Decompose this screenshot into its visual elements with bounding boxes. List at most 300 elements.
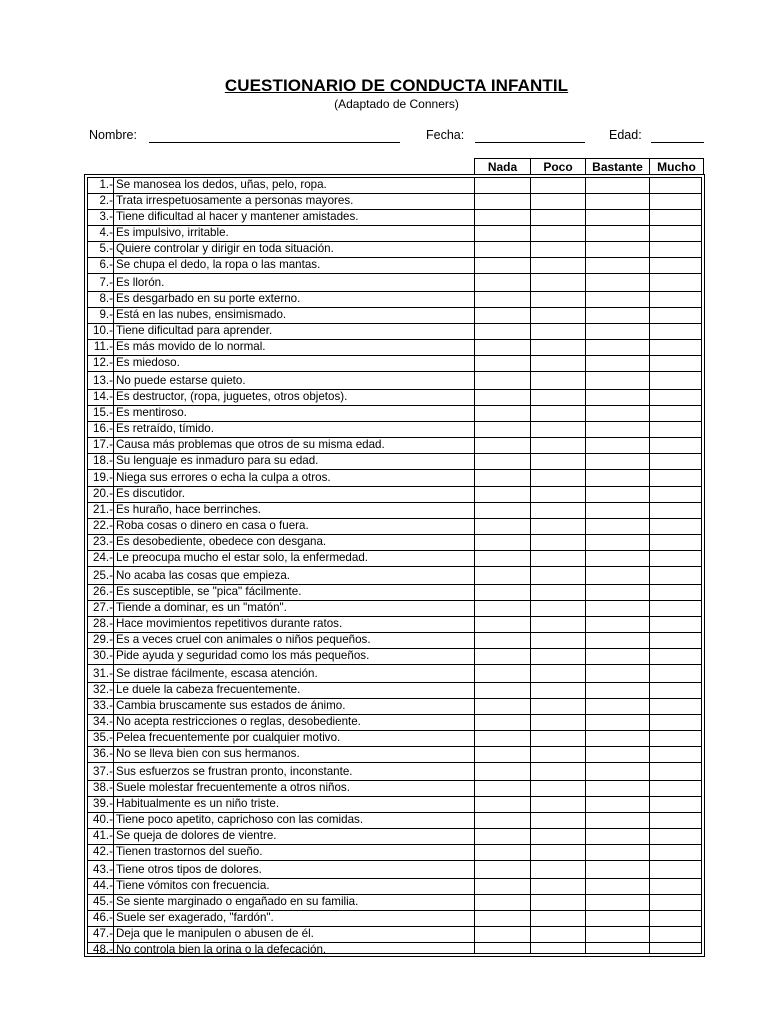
answer-cell-poco[interactable]	[530, 323, 585, 339]
answer-cell-mucho[interactable]	[649, 862, 702, 878]
answer-cell-bastante[interactable]	[585, 584, 649, 600]
item-number: 26.-	[93, 585, 113, 599]
item-question: Hace movimientos repetitivos durante ratos.	[116, 617, 343, 631]
answer-cell-bastante[interactable]	[585, 812, 649, 828]
answer-cell-mucho[interactable]	[649, 780, 702, 796]
answer-cell-bastante[interactable]	[585, 275, 649, 291]
page-title: CUESTIONARIO DE CONDUCTA INFANTIL	[224, 76, 569, 95]
answer-cell-bastante[interactable]	[585, 291, 649, 307]
answer-cell-poco[interactable]	[530, 534, 585, 550]
answer-cell-mucho[interactable]	[649, 534, 702, 550]
item-number: 39.-	[93, 796, 113, 810]
answer-cell-poco[interactable]	[530, 828, 585, 844]
answer-cell-poco[interactable]	[530, 600, 585, 616]
answer-cell-mucho[interactable]	[649, 714, 702, 730]
item-number: 46.-	[93, 910, 113, 924]
answer-cell-nada[interactable]	[474, 241, 530, 257]
answer-cell-bastante[interactable]	[585, 714, 649, 730]
answer-cell-nada[interactable]	[474, 666, 530, 682]
answer-cell-mucho[interactable]	[649, 453, 702, 469]
answer-cell-nada[interactable]	[474, 730, 530, 746]
answer-cell-nada[interactable]	[474, 828, 530, 844]
item-question: Trata irrespetuosamente a personas mayores.	[116, 194, 354, 207]
item-number: 31.-	[93, 667, 113, 680]
answer-cell-bastante[interactable]	[585, 193, 649, 209]
item-number: 15.-	[93, 405, 113, 419]
answer-cell-nada[interactable]	[474, 862, 530, 878]
answer-cell-bastante[interactable]	[585, 453, 649, 469]
answer-cell-nada[interactable]	[474, 307, 530, 323]
answer-cell-poco[interactable]	[530, 241, 585, 257]
answer-cell-mucho[interactable]	[649, 405, 702, 421]
item-question: Tiene dificultad al hacer y mantener amistades.	[116, 210, 359, 223]
item-question: No se lleva bien con sus hermanos.	[116, 747, 300, 760]
answer-cell-poco[interactable]	[530, 796, 585, 812]
answer-cell-poco[interactable]	[530, 225, 585, 241]
answer-cell-nada[interactable]	[474, 486, 530, 502]
answer-cell-mucho[interactable]	[649, 632, 702, 648]
item-question: Es más movido de lo normal.	[116, 339, 266, 353]
item-number: 47.-	[93, 926, 113, 940]
answer-cell-mucho[interactable]	[649, 682, 702, 698]
item-number: 5.-	[99, 242, 113, 255]
answer-cell-mucho[interactable]	[649, 355, 702, 371]
item-question: Es discutidor.	[116, 487, 185, 501]
item-number: 48.-	[93, 942, 113, 956]
item-number: 1.-	[99, 178, 113, 191]
item-question: Su lenguaje es inmaduro para su edad.	[116, 453, 319, 467]
answer-cell-bastante[interactable]	[585, 486, 649, 502]
item-number: 42.-	[93, 844, 113, 858]
answer-cell-mucho[interactable]	[649, 942, 702, 958]
date-label: Fecha:	[426, 128, 465, 142]
answer-cell-bastante[interactable]	[585, 632, 649, 648]
item-number: 18.-	[93, 453, 113, 467]
answer-cell-nada[interactable]	[474, 323, 530, 339]
item-question: Es mentiroso.	[116, 405, 187, 419]
item-question: Le preocupa mucho el estar solo, la enfermedad.	[116, 551, 368, 565]
answer-cell-bastante[interactable]	[585, 648, 649, 664]
answer-cell-mucho[interactable]	[649, 894, 702, 910]
item-question: No controla bien la orina o la defecación.	[116, 942, 327, 956]
answer-cell-bastante[interactable]	[585, 339, 649, 355]
answer-cell-nada[interactable]	[474, 878, 530, 894]
answer-cell-poco[interactable]	[530, 878, 585, 894]
answer-cell-mucho[interactable]	[649, 486, 702, 502]
item-number: 33.-	[93, 699, 113, 712]
answer-cell-poco[interactable]	[530, 682, 585, 698]
item-number: 19.-	[93, 471, 113, 485]
item-number: 32.-	[93, 683, 113, 696]
answer-cell-bastante[interactable]	[585, 373, 649, 389]
answer-cell-bastante[interactable]	[585, 257, 649, 273]
item-number: 4.-	[99, 226, 113, 239]
answer-cell-mucho[interactable]	[649, 209, 702, 225]
answer-cell-nada[interactable]	[474, 355, 530, 371]
answer-cell-mucho[interactable]	[649, 828, 702, 844]
item-question: Es desgarbado en su porte externo.	[116, 291, 301, 305]
answer-cell-poco[interactable]	[530, 894, 585, 910]
answer-cell-poco[interactable]	[530, 812, 585, 828]
column-header-mucho: Mucho	[649, 158, 704, 174]
item-question: Se queja de dolores de vientre.	[116, 828, 277, 842]
answer-cell-nada[interactable]	[474, 698, 530, 714]
answer-cell-nada[interactable]	[474, 714, 530, 730]
answer-cell-poco[interactable]	[530, 437, 585, 453]
item-number: 10.-	[93, 323, 113, 337]
answer-cell-nada[interactable]	[474, 550, 530, 566]
item-question: Deja que le manipulen o abusen de él.	[116, 926, 314, 940]
answer-cell-poco[interactable]	[530, 666, 585, 682]
answer-cell-bastante[interactable]	[585, 568, 649, 584]
item-number: 29.-	[93, 633, 113, 647]
item-question: Está en las nubes, ensimismado.	[116, 307, 287, 321]
item-number: 37.-	[93, 764, 113, 778]
column-divider	[113, 177, 114, 954]
item-number: 7.-	[99, 275, 113, 289]
item-question: Tienen trastornos del sueño.	[116, 844, 263, 858]
answer-cell-mucho[interactable]	[649, 339, 702, 355]
answer-cell-mucho[interactable]	[649, 600, 702, 616]
answer-cell-poco[interactable]	[530, 470, 585, 486]
column-divider	[530, 177, 531, 954]
answer-cell-mucho[interactable]	[649, 518, 702, 534]
answer-cell-mucho[interactable]	[649, 796, 702, 812]
answer-cell-mucho[interactable]	[649, 550, 702, 566]
answer-cell-bastante[interactable]	[585, 550, 649, 566]
answer-cell-poco[interactable]	[530, 193, 585, 209]
item-number: 11.-	[93, 339, 113, 353]
item-number: 44.-	[93, 878, 113, 892]
item-number: 20.-	[93, 487, 113, 501]
answer-cell-poco[interactable]	[530, 844, 585, 860]
item-question: Se chupa el dedo, la ropa o las mantas.	[116, 258, 321, 271]
item-question: Es a veces cruel con animales o niños pequeños.	[116, 633, 371, 647]
answer-cell-nada[interactable]	[474, 470, 530, 486]
answer-cell-mucho[interactable]	[649, 730, 702, 746]
column-header-bastante: Bastante	[585, 158, 650, 174]
answer-cell-poco[interactable]	[530, 291, 585, 307]
answer-cell-bastante[interactable]	[585, 355, 649, 371]
item-number: 12.-	[93, 355, 113, 369]
answer-cell-nada[interactable]	[474, 389, 530, 405]
item-question: Tiene dificultad para aprender.	[116, 323, 273, 337]
item-number: 34.-	[93, 715, 113, 728]
item-question: Es retraído, tímido.	[116, 421, 214, 435]
answer-cell-poco[interactable]	[530, 339, 585, 355]
answer-cell-nada[interactable]	[474, 405, 530, 421]
item-question: Es impulsivo, irritable.	[116, 226, 229, 239]
answer-cell-bastante[interactable]	[585, 862, 649, 878]
answer-cell-mucho[interactable]	[649, 389, 702, 405]
answer-cell-poco[interactable]	[530, 177, 585, 193]
answer-cell-bastante[interactable]	[585, 894, 649, 910]
answer-cell-poco[interactable]	[530, 209, 585, 225]
answer-cell-mucho[interactable]	[649, 323, 702, 339]
item-question: Es llorón.	[116, 275, 165, 289]
answer-cell-poco[interactable]	[530, 780, 585, 796]
answer-cell-bastante[interactable]	[585, 177, 649, 193]
answer-cell-mucho[interactable]	[649, 275, 702, 291]
item-number: 13.-	[93, 373, 113, 387]
answer-cell-mucho[interactable]	[649, 584, 702, 600]
answer-cell-mucho[interactable]	[649, 437, 702, 453]
answer-cell-bastante[interactable]	[585, 844, 649, 860]
item-number: 43.-	[93, 862, 113, 876]
answer-cell-nada[interactable]	[474, 209, 530, 225]
answer-cell-poco[interactable]	[530, 421, 585, 437]
item-number: 21.-	[93, 503, 113, 517]
answer-cell-nada[interactable]	[474, 225, 530, 241]
item-question: Habitualmente es un niño triste.	[116, 796, 280, 810]
item-number: 45.-	[93, 894, 113, 908]
page-subtitle: (Adaptado de Conners)	[334, 97, 459, 111]
answer-cell-bastante[interactable]	[585, 764, 649, 780]
answer-cell-poco[interactable]	[530, 518, 585, 534]
answer-cell-mucho[interactable]	[649, 177, 702, 193]
item-number: 16.-	[93, 421, 113, 435]
item-question: Niega sus errores o echa la culpa a otros.	[116, 471, 331, 485]
answer-cell-nada[interactable]	[474, 648, 530, 664]
item-question: Suele ser exagerado, "fardón".	[116, 910, 274, 924]
answer-cell-mucho[interactable]	[649, 502, 702, 518]
answer-cell-mucho[interactable]	[649, 746, 702, 762]
item-number: 23.-	[93, 535, 113, 549]
answer-cell-nada[interactable]	[474, 616, 530, 632]
column-header-nada: Nada	[474, 158, 531, 174]
answer-cell-bastante[interactable]	[585, 323, 649, 339]
answer-cell-bastante[interactable]	[585, 698, 649, 714]
answer-cell-mucho[interactable]	[649, 926, 702, 942]
answer-cell-mucho[interactable]	[649, 241, 702, 257]
answer-cell-nada[interactable]	[474, 291, 530, 307]
answer-cell-nada[interactable]	[474, 177, 530, 193]
answer-cell-poco[interactable]	[530, 584, 585, 600]
answer-cell-mucho[interactable]	[649, 257, 702, 273]
item-question: Sus esfuerzos se frustran pronto, inconstante.	[116, 764, 353, 778]
answer-cell-nada[interactable]	[474, 764, 530, 780]
item-number: 17.-	[93, 437, 113, 451]
answer-cell-nada[interactable]	[474, 518, 530, 534]
answer-cell-bastante[interactable]	[585, 241, 649, 257]
answer-cell-poco[interactable]	[530, 942, 585, 958]
answer-cell-poco[interactable]	[530, 764, 585, 780]
answer-cell-nada[interactable]	[474, 534, 530, 550]
item-question: Es destructor, (ropa, juguetes, otros objetos).	[116, 389, 348, 403]
answer-cell-nada[interactable]	[474, 632, 530, 648]
answer-cell-nada[interactable]	[474, 193, 530, 209]
column-divider	[585, 177, 586, 954]
item-question: Se manosea los dedos, uñas, pelo, ropa.	[116, 178, 327, 191]
answer-cell-mucho[interactable]	[649, 373, 702, 389]
answer-cell-bastante[interactable]	[585, 209, 649, 225]
answer-cell-poco[interactable]	[530, 389, 585, 405]
answer-cell-mucho[interactable]	[649, 225, 702, 241]
item-number: 27.-	[93, 601, 113, 615]
answer-cell-nada[interactable]	[474, 257, 530, 273]
item-question: Tiende a dominar, es un "matón".	[116, 601, 287, 615]
answer-cell-poco[interactable]	[530, 714, 585, 730]
answer-cell-poco[interactable]	[530, 502, 585, 518]
answer-cell-bastante[interactable]	[585, 746, 649, 762]
answer-cell-mucho[interactable]	[649, 193, 702, 209]
answer-cell-bastante[interactable]	[585, 682, 649, 698]
answer-cell-poco[interactable]	[530, 355, 585, 371]
item-number: 22.-	[93, 519, 113, 533]
answer-cell-mucho[interactable]	[649, 616, 702, 632]
answer-cell-poco[interactable]	[530, 910, 585, 926]
item-number: 3.-	[99, 210, 113, 223]
item-question: Quiere controlar y dirigir en toda situación.	[116, 242, 334, 255]
answer-cell-poco[interactable]	[530, 862, 585, 878]
answer-cell-nada[interactable]	[474, 796, 530, 812]
answer-cell-bastante[interactable]	[585, 470, 649, 486]
item-question: No acepta restricciones o reglas, desobediente.	[116, 715, 361, 728]
item-question: Roba cosas o dinero en casa o fuera.	[116, 519, 309, 533]
answer-cell-bastante[interactable]	[585, 534, 649, 550]
answer-cell-nada[interactable]	[474, 746, 530, 762]
item-number: 41.-	[93, 828, 113, 842]
answer-cell-bastante[interactable]	[585, 389, 649, 405]
item-number: 8.-	[99, 291, 113, 305]
answer-cell-poco[interactable]	[530, 453, 585, 469]
answer-cell-mucho[interactable]	[649, 568, 702, 584]
answer-cell-bastante[interactable]	[585, 730, 649, 746]
answer-cell-nada[interactable]	[474, 421, 530, 437]
answer-cell-poco[interactable]	[530, 730, 585, 746]
answer-cell-bastante[interactable]	[585, 942, 649, 958]
item-number: 28.-	[93, 617, 113, 631]
answer-cell-poco[interactable]	[530, 746, 585, 762]
answer-cell-poco[interactable]	[530, 486, 585, 502]
item-question: Se siente marginado o engañado en su familia.	[116, 894, 359, 908]
answer-cell-nada[interactable]	[474, 910, 530, 926]
item-question: Tiene otros tipos de dolores.	[116, 862, 262, 876]
answer-cell-nada[interactable]	[474, 926, 530, 942]
answer-cell-poco[interactable]	[530, 307, 585, 323]
answer-cell-bastante[interactable]	[585, 616, 649, 632]
answer-cell-bastante[interactable]	[585, 780, 649, 796]
answer-cell-bastante[interactable]	[585, 421, 649, 437]
answer-cell-bastante[interactable]	[585, 910, 649, 926]
item-number: 14.-	[93, 389, 113, 403]
answer-cell-bastante[interactable]	[585, 518, 649, 534]
answer-cell-poco[interactable]	[530, 405, 585, 421]
answer-cell-poco[interactable]	[530, 550, 585, 566]
item-number: 9.-	[99, 307, 113, 321]
answer-cell-poco[interactable]	[530, 926, 585, 942]
item-number: 6.-	[99, 258, 113, 271]
item-number: 25.-	[93, 569, 113, 583]
answer-cell-nada[interactable]	[474, 894, 530, 910]
answer-cell-mucho[interactable]	[649, 470, 702, 486]
answer-cell-nada[interactable]	[474, 502, 530, 518]
answer-cell-mucho[interactable]	[649, 291, 702, 307]
answer-cell-nada[interactable]	[474, 780, 530, 796]
answer-cell-mucho[interactable]	[649, 812, 702, 828]
name-field[interactable]	[149, 142, 400, 143]
answer-cell-nada[interactable]	[474, 600, 530, 616]
date-field[interactable]	[475, 142, 585, 143]
answer-cell-poco[interactable]	[530, 275, 585, 291]
item-question: Se distrae fácilmente, escasa atención.	[116, 667, 318, 680]
answer-cell-mucho[interactable]	[649, 764, 702, 780]
answer-cell-nada[interactable]	[474, 373, 530, 389]
answer-cell-poco[interactable]	[530, 568, 585, 584]
answer-cell-bastante[interactable]	[585, 666, 649, 682]
answer-cell-bastante[interactable]	[585, 437, 649, 453]
answer-cell-mucho[interactable]	[649, 666, 702, 682]
item-number: 2.-	[99, 194, 113, 207]
column-header-poco: Poco	[530, 158, 586, 174]
item-number: 24.-	[93, 551, 113, 565]
answer-cell-bastante[interactable]	[585, 405, 649, 421]
answer-cell-poco[interactable]	[530, 632, 585, 648]
answer-cell-bastante[interactable]	[585, 502, 649, 518]
item-number: 35.-	[93, 731, 113, 744]
item-question: Pide ayuda y seguridad como los más pequeños.	[116, 649, 370, 663]
answer-cell-bastante[interactable]	[585, 926, 649, 942]
answer-cell-nada[interactable]	[474, 812, 530, 828]
answer-cell-mucho[interactable]	[649, 648, 702, 664]
answer-cell-mucho[interactable]	[649, 307, 702, 323]
answer-cell-poco[interactable]	[530, 257, 585, 273]
answer-cell-nada[interactable]	[474, 844, 530, 860]
item-question: Suele molestar frecuentemente a otros niños.	[116, 780, 350, 794]
answer-cell-nada[interactable]	[474, 568, 530, 584]
item-question: No puede estarse quieto.	[116, 373, 246, 387]
item-question: Es susceptible, se "pica" fácilmente.	[116, 585, 302, 599]
item-question: Tiene vómitos con frecuencia.	[116, 878, 270, 892]
item-question: Pelea frecuentemente por cualquier motivo.	[116, 731, 341, 744]
item-number: 40.-	[93, 812, 113, 826]
item-question: Es miedoso.	[116, 355, 180, 369]
answer-cell-nada[interactable]	[474, 453, 530, 469]
answer-cell-nada[interactable]	[474, 942, 530, 958]
answer-cell-mucho[interactable]	[649, 698, 702, 714]
answer-cell-bastante[interactable]	[585, 225, 649, 241]
answer-cell-bastante[interactable]	[585, 878, 649, 894]
answer-cell-nada[interactable]	[474, 275, 530, 291]
answer-cell-bastante[interactable]	[585, 796, 649, 812]
answer-cell-poco[interactable]	[530, 373, 585, 389]
item-number: 30.-	[93, 649, 113, 663]
item-question: No acaba las cosas que empieza.	[116, 569, 291, 583]
answer-cell-poco[interactable]	[530, 616, 585, 632]
answer-cell-poco[interactable]	[530, 698, 585, 714]
age-field[interactable]	[651, 142, 704, 143]
item-question: Causa más problemas que otros de su misma edad.	[116, 437, 385, 451]
answer-cell-nada[interactable]	[474, 437, 530, 453]
answer-cell-mucho[interactable]	[649, 844, 702, 860]
name-label: Nombre:	[89, 128, 137, 142]
answer-cell-poco[interactable]	[530, 648, 585, 664]
item-question: Tiene poco apetito, caprichoso con las comidas.	[116, 812, 364, 826]
answer-cell-nada[interactable]	[474, 584, 530, 600]
item-question: Es huraño, hace berrinches.	[116, 503, 262, 517]
answer-cell-bastante[interactable]	[585, 307, 649, 323]
answer-cell-bastante[interactable]	[585, 828, 649, 844]
item-question: Cambia bruscamente sus estados de ánimo.	[116, 699, 346, 712]
answer-cell-mucho[interactable]	[649, 910, 702, 926]
answer-cell-bastante[interactable]	[585, 600, 649, 616]
answer-cell-mucho[interactable]	[649, 878, 702, 894]
answer-cell-nada[interactable]	[474, 339, 530, 355]
item-question: Le duele la cabeza frecuentemente.	[116, 683, 301, 696]
answer-cell-nada[interactable]	[474, 682, 530, 698]
answer-cell-mucho[interactable]	[649, 421, 702, 437]
item-number: 38.-	[93, 780, 113, 794]
